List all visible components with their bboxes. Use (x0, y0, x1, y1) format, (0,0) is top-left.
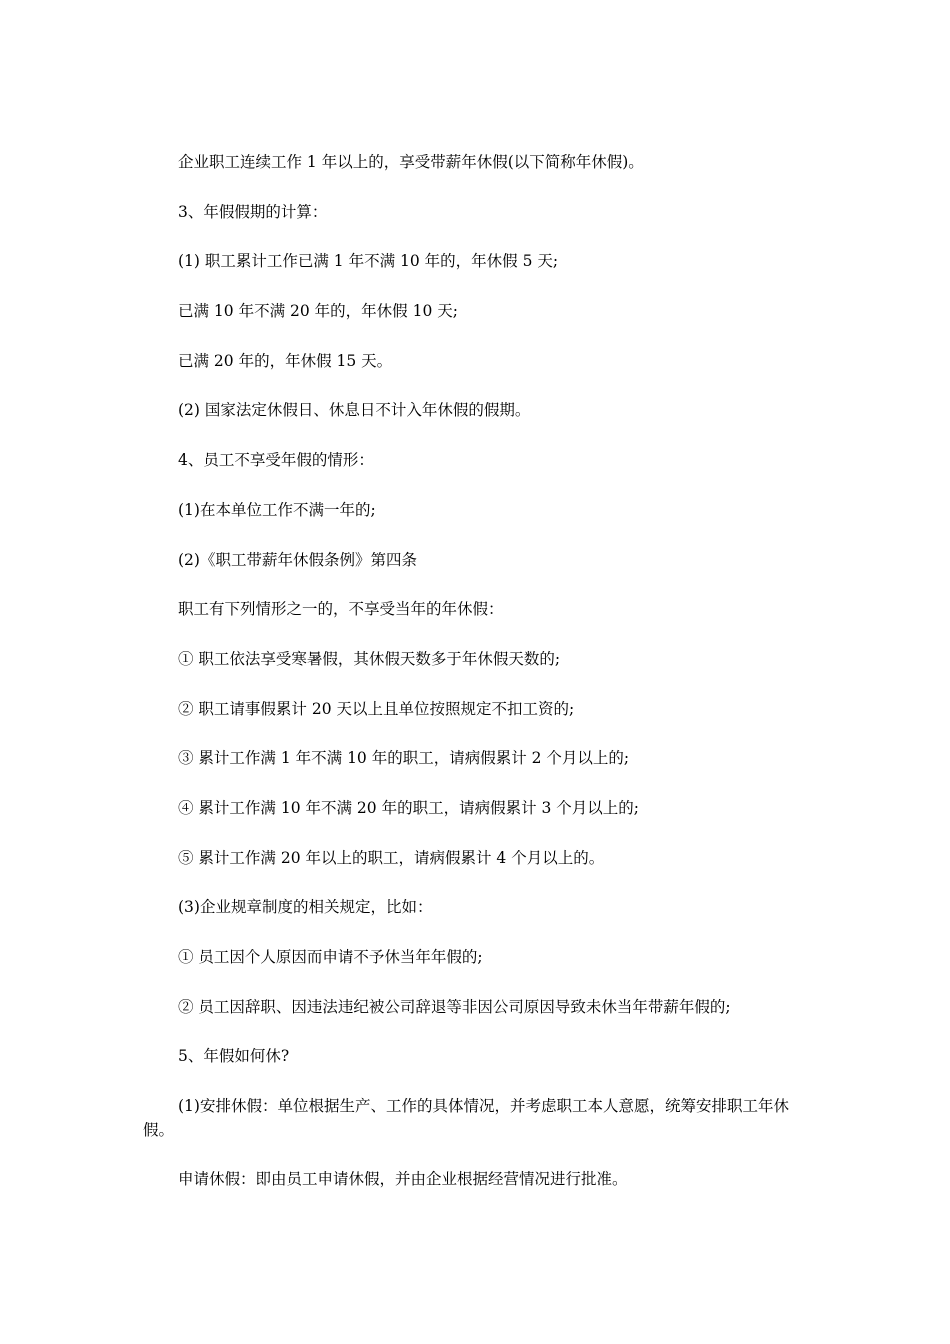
paragraph-exclusion-intro: 职工有下列情形之一的，不享受当年的年休假： (178, 600, 504, 619)
list-item-company-b: ② 员工因辞职、因违法违纪被公司辞退等非因公司原因导致未休当年带薪年假的; (178, 997, 731, 1016)
paragraph-calc-2: 已满 10 年不满 20 年的，年休假 10 天; (178, 302, 458, 321)
list-item-company-a: ① 员工因个人原因而申请不予休当年年假的; (178, 948, 483, 966)
paragraph-exclusion-3: (3)企业规章制度的相关规定，比如： (178, 898, 433, 917)
paragraph-arranged-leave: (1)安排休假：单位根据生产、工作的具体情况，并考虑职工本人意愿，统筹安排职工年休假。 (143, 1097, 789, 1140)
heading-exclusions: 4、员工不享受年假的情形： (178, 451, 374, 470)
paragraph-eligibility: 企业职工连续工作 1 年以上的，享受带薪年休假(以下简称年休假)。 (178, 153, 644, 171)
paragraph-exclusion-2: (2)《职工带薪年休假条例》第四条 (178, 550, 417, 569)
heading-how-to-take: 5、年假如何休? (178, 1047, 290, 1066)
list-item-exclusion-c: ③ 累计工作满 1 年不满 10 年的职工，请病假累计 2 个月以上的; (178, 749, 630, 768)
paragraph-calc-holidays: (2) 国家法定休假日、休息日不计入年休假的假期。 (178, 401, 531, 420)
paragraph-requested-leave: 申请休假：即由员工申请休假，并由企业根据经营情况进行批准。 (178, 1170, 628, 1189)
list-item-exclusion-a: ① 职工依法享受寒暑假，其休假天数多于年休假天数的; (178, 649, 561, 668)
list-item-exclusion-d: ④ 累计工作满 10 年不满 20 年的职工，请病假累计 3 个月以上的; (178, 798, 640, 817)
list-item-exclusion-b: ② 职工请事假累计 20 天以上且单位按照规定不扣工资的; (178, 699, 575, 718)
paragraph-calc-3: 已满 20 年的，年休假 15 天。 (178, 351, 393, 370)
paragraph-exclusion-1: (1)在本单位工作不满一年的; (178, 500, 376, 519)
paragraph-calc-1: (1) 职工累计工作已满 1 年不满 10 年的，年休假 5 天; (178, 252, 559, 271)
list-item-exclusion-e: ⑤ 累计工作满 20 年以上的职工，请病假累计 4 个月以上的。 (178, 848, 605, 867)
heading-calculation: 3、年假假期的计算： (178, 202, 328, 221)
document-body (143, 150, 808, 1217)
